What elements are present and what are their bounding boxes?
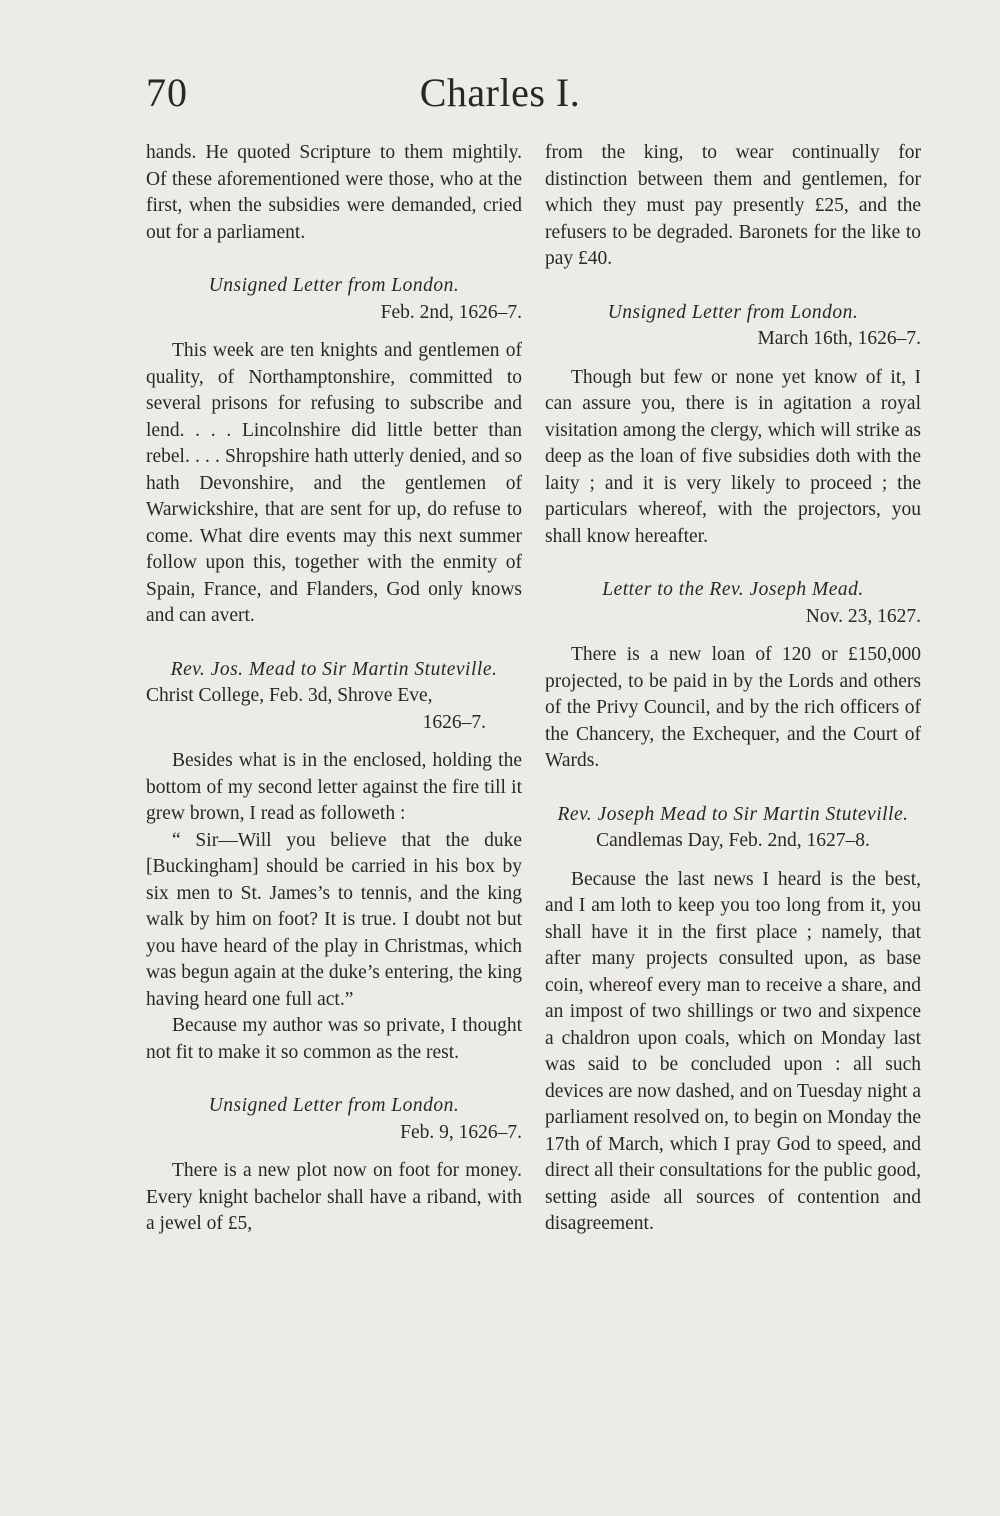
letter-date: March 16th, 1626–7.: [757, 328, 921, 349]
right-column: [545, 140, 921, 1238]
letter-date: Nov. 23, 1627.: [805, 605, 921, 627]
paragraph: from the king, to wear continually for distinction between them and gentlemen, for which they must pay presently £25, and the refusers to be degraded. Baronets for the like to pay £40.: [545, 142, 921, 269]
running-head: Charles I.: [419, 70, 581, 115]
paragraph: Besides what is in the enclosed, holding the bottom of my second letter against the fire till it grew brown, I read as followeth :: [146, 750, 522, 824]
letter-heading: Unsigned Letter from London.: [607, 301, 859, 323]
paragraph: There is a new plot now on foot for money. Every knight bachelor shall have a riband, with a jewel of £5,: [146, 1160, 522, 1234]
letter-date: Feb. 9, 1626–7.: [400, 1121, 522, 1143]
paragraph: Though but few or none yet know of it, I can assure you, there is in agitation a royal visitation among the clergy, which will strike as deep as the loan of five subsidies doth with the laity ; and it is very likely to proceed ; the particulars whereof, with the projectors, you shall know hereafter.: [545, 366, 921, 547]
letter-heading: Unsigned Letter from London.: [208, 275, 460, 296]
letter-heading: Rev. Joseph Mead to Sir Martin Stuteville.: [557, 803, 909, 825]
letter-heading: Rev. Jos. Mead to Sir Martin Stuteville.: [170, 658, 498, 680]
paragraph: This week are ten knights and gentlemen of quality, of Northamptonshire, committed to several prisons for refusing to subscribe and lend. . . . Lincolnshire did little better than rebel. . . . Shropshire hath utterly denied, and so hath Devonshire, and the gentlemen of Warwickshire, that are sent for up, do refuse to come. What dire events may this next summer follow upon this, together with the enmity of Spain, France, and Flanders, God only knows and can avert.: [146, 340, 522, 626]
paragraph: “ Sir—Will you believe that the duke [Buckingham] should be carried in his box by six men to St. James’s to tennis, and the king walk by him on foot? It is true. I doubt not but you have heard of the play in Christmas, which was begun again at the duke’s entering, the king having heard one full act.”: [146, 829, 522, 1010]
paragraph: There is a new loan of 120 or £150,000 projected, to be paid in by the Lords and others of the Privy Council, and by the rich officers of the Chancery, the Exchequer, and the Court of Wards.: [545, 644, 921, 771]
paragraph: Because my author was so private, I thought not fit to make it so common as the rest.: [146, 1015, 522, 1063]
letter-date: Candlemas Day, Feb. 2nd, 1627–8.: [596, 830, 870, 851]
letter-heading: Unsigned Letter from London.: [208, 1095, 460, 1116]
paragraph: hands. He quoted Scripture to them mightily. Of these aforementioned were those, who at the first, when the subsidies were demanded, cried out for a parliament.: [146, 142, 522, 243]
page-number: 70: [146, 70, 188, 115]
letter-date: Feb. 2nd, 1626–7.: [380, 301, 522, 323]
letter-date-year: 1626–7.: [422, 711, 486, 733]
paragraph: Because the last news I heard is the best, and I am loth to keep you too long from it, you shall have it in the first place ; namely, that after many projects consulted upon, as base coin, whereof every man to receive a share, and an impost of two shillings or two and sixpence a chaldron upon coals, which on Monday last was said to be concluded upon : all such devices are now dashed, and on Tuesday night a parliament resolved on, to begin on Monday the 17th of March, which I pray God to speed, and direct all their consultations for the public good, setting aside all sources of contention and disagreement.: [545, 868, 921, 1234]
left-column: [146, 140, 522, 1238]
letter-heading: Letter to the Rev. Joseph Mead.: [602, 579, 864, 600]
letter-date: Christ College, Feb. 3d, Shrove Eve,: [146, 685, 433, 706]
